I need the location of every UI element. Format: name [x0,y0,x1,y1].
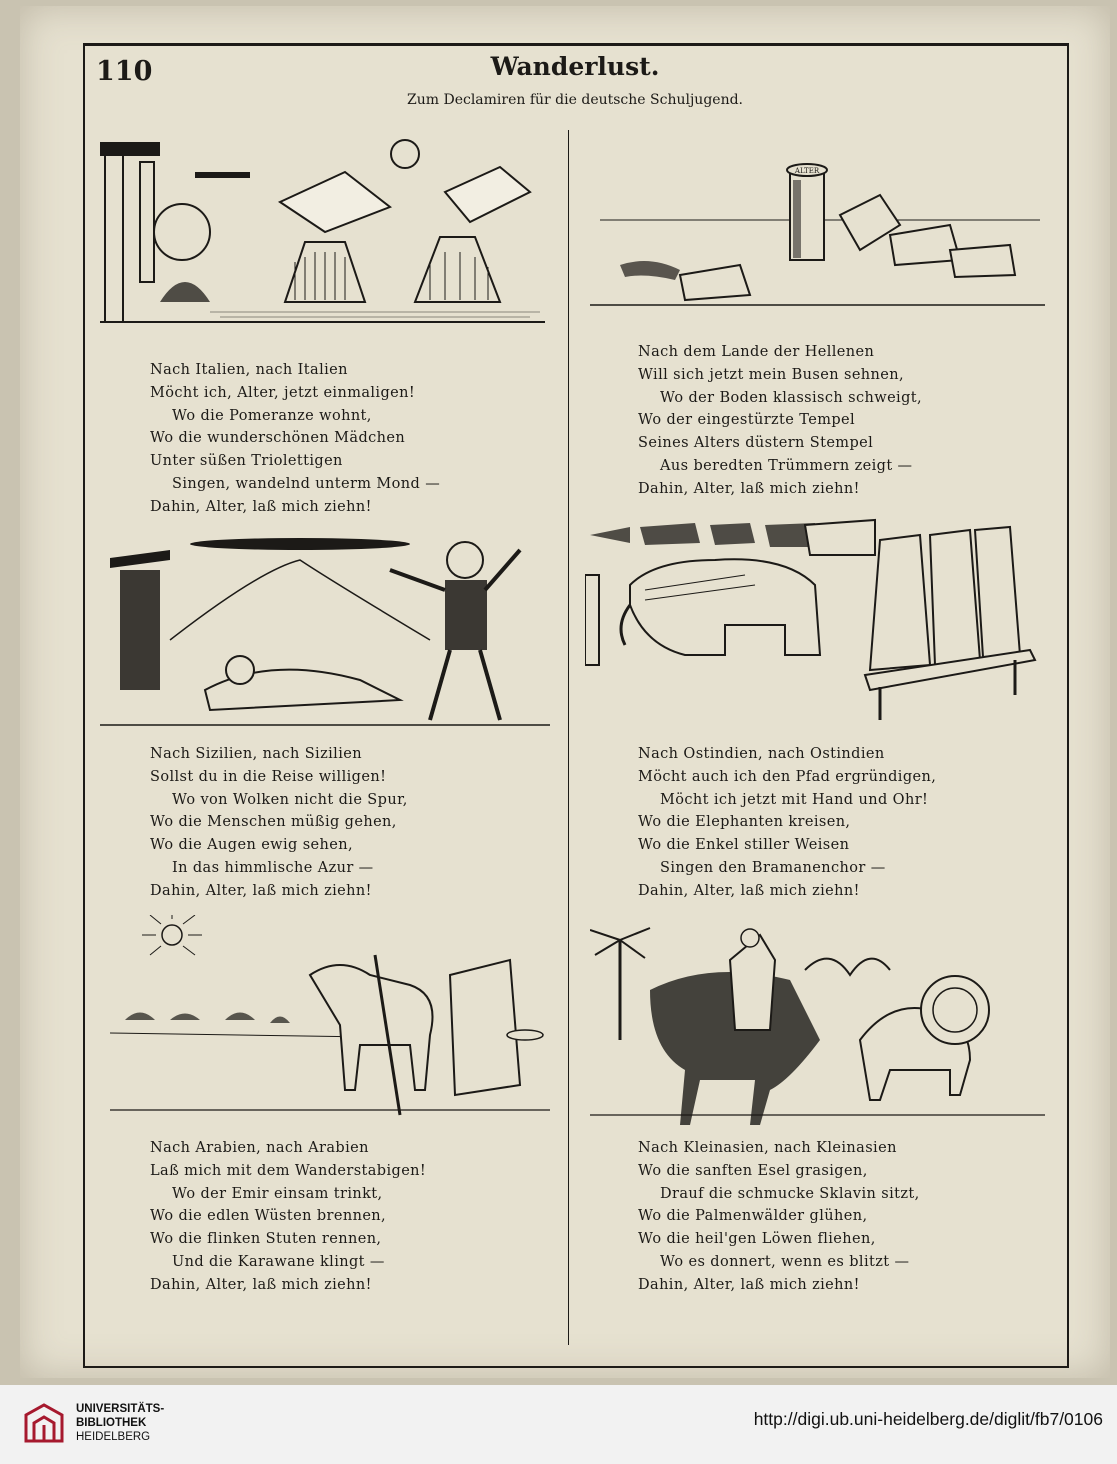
verse-line: Wo die wunderschönen Mädchen [150,430,406,447]
verse-line: Wo die Palmenwälder glühen, [638,1208,868,1225]
library-logo-icon[interactable] [22,1401,66,1445]
verse-line: Dahin, Alter, laß mich ziehn! [638,480,860,497]
stanza-kleinasien [638,1137,920,1297]
verse-line: Wo der eingestürzte Tempel [638,412,856,429]
verse-line: Unter süßen Triolettigen [150,453,343,470]
verse-line: Wo der Boden klassisch schweigt, [660,389,923,406]
illustration-arabia [110,915,550,1125]
verse-line: Singen den Bramanenchor — [660,859,886,876]
verse-line: Wo die Menschen müßig gehen, [150,814,397,831]
page-subtitle: Zum Declamiren für die deutsche Schuljugend. [407,92,743,108]
verse-line: Wo die Augen ewig sehen, [150,837,353,854]
stanza-italien [150,359,440,519]
document-url-link[interactable]: http://digi.ub.uni-heidelberg.de/diglit/fb7/0106 [753,1409,1103,1429]
page-number: 110 [96,56,153,87]
illustration-greece [590,155,1045,330]
verse-line: Laß mich mit dem Wanderstabigen! [150,1162,427,1179]
verse-line: Wo die sanften Esel grasigen, [638,1162,868,1179]
stanza-sizilien [150,743,408,903]
stanza-hellenen [638,341,922,501]
verse-line: Dahin, Alter, laß mich ziehn! [150,1276,372,1293]
verse-line: Nach dem Lande der Hellenen [638,344,875,360]
verse-line: Wo die heil'gen Löwen fliehen, [638,1231,876,1248]
illustration-sicily [100,530,550,740]
page-title: Wanderlust. [490,52,660,81]
verse-line: Wo es donnert, wenn es blitzt — [660,1253,910,1270]
verse-line: Nach Italien, nach Italien [150,362,348,378]
viewer-footer [0,1385,1117,1464]
verse-line: Will sich jetzt mein Busen sehnen, [638,366,905,383]
library-name[interactable] [76,1402,164,1444]
verse-line: Wo die Pomeranze wohnt, [172,407,372,424]
verse-line: Möcht ich jetzt mit Hand und Ohr! [660,791,929,808]
verse-line: Drauf die schmucke Sklavin sitzt, [660,1185,920,1202]
verse-line: In das himmlische Azur — [172,859,374,876]
verse-line: Nach Kleinasien, nach Kleinasien [638,1140,897,1156]
verse-line: Dahin, Alter, laß mich ziehn! [638,1276,860,1293]
verse-line: Nach Ostindien, nach Ostindien [638,746,885,762]
illustration-asia-minor [590,920,1045,1130]
verse-line: Nach Sizilien, nach Sizilien [150,746,362,762]
verse-line: Möcht ich, Alter, jetzt einmaligen! [150,384,416,401]
illustration-india [585,515,1045,730]
arabia-scene-drawing [110,915,550,1125]
verse-line: Dahin, Alter, laß mich ziehn! [150,498,372,515]
verse-line: Und die Karawane klingt — [172,1253,385,1270]
stanza-ostindien [638,743,936,903]
verse-line: Nach Arabien, nach Arabien [150,1140,369,1156]
greece-ruins-drawing [590,155,1045,330]
asia-minor-scene-drawing [590,920,1045,1130]
verse-line: Möcht auch ich den Pfad ergründigen, [638,768,937,785]
stanza-arabien [150,1137,426,1297]
verse-line: Wo die flinken Stuten rennen, [150,1231,382,1248]
column-divider [568,130,569,1345]
library-name-line: HEIDELBERG [76,1431,151,1443]
italy-scene-drawing [100,132,545,332]
sicily-scene-drawing [100,530,550,740]
verse-line: Aus beredten Trümmern zeigt — [660,457,913,474]
verse-line: Wo von Wolken nicht die Spur, [172,791,408,808]
verse-line: Singen, wandelnd unterm Mond — [172,475,441,492]
india-scene-drawing [585,515,1045,730]
verse-line: Wo die Elephanten kreisen, [638,814,851,831]
verse-line: Wo der Emir einsam trinkt, [172,1185,383,1202]
verse-line: Dahin, Alter, laß mich ziehn! [638,882,860,899]
illustration-italy [100,132,545,332]
verse-line: Dahin, Alter, laß mich ziehn! [150,882,372,899]
verse-line: Sollst du in die Reise willigen! [150,768,387,785]
library-name-line: BIBLIOTHEK [76,1417,147,1429]
verse-line: Wo die Enkel stiller Weisen [638,837,850,854]
verse-line: Seines Alters düstern Stempel [638,435,874,452]
column-inscription: ALTER [794,167,820,175]
library-name-line: UNIVERSITÄTS- [76,1403,165,1415]
verse-line: Wo die edlen Wüsten brennen, [150,1208,387,1225]
